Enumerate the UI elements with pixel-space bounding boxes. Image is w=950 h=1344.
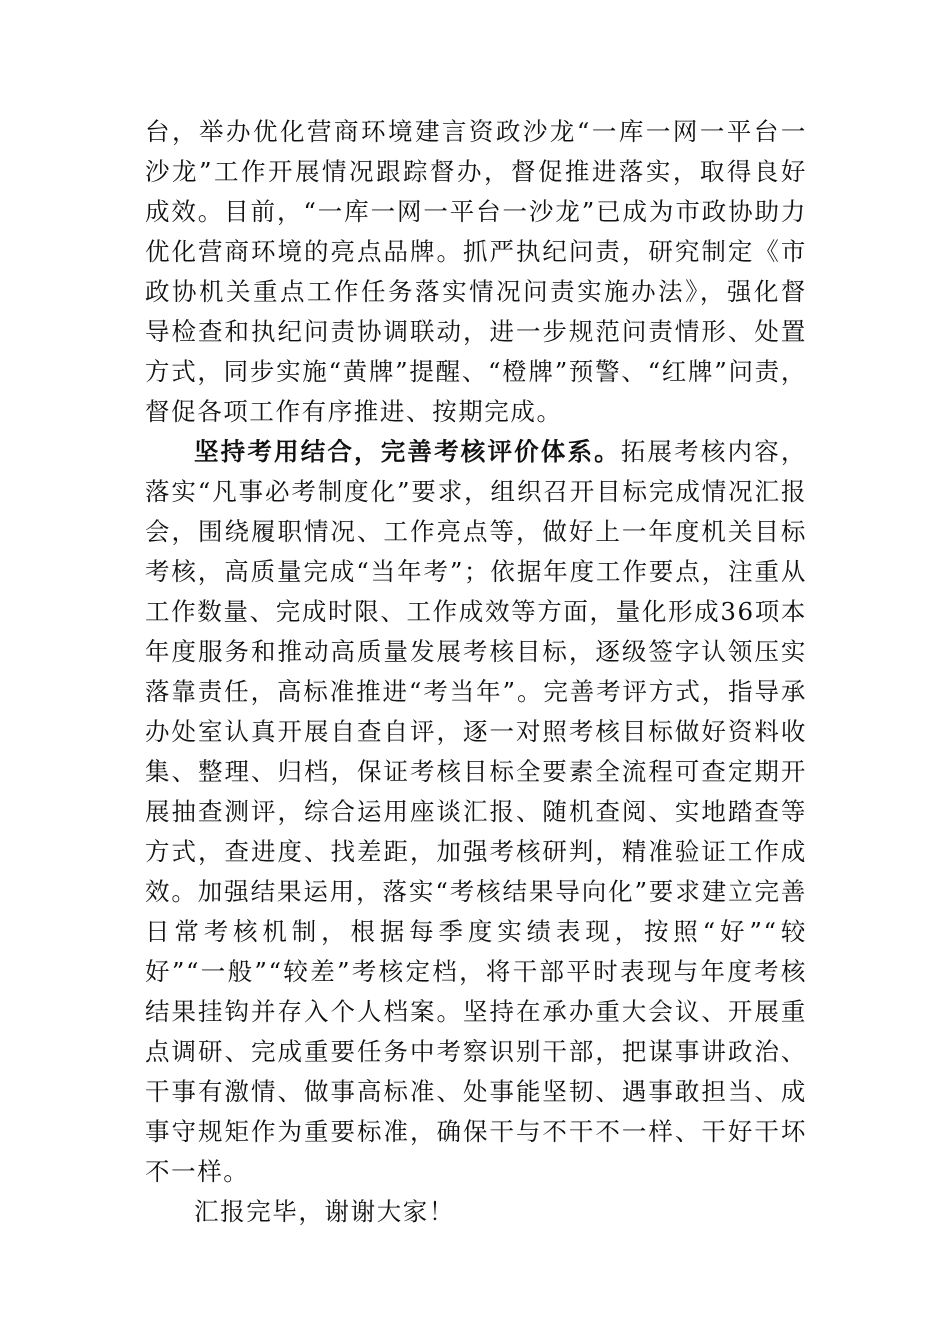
document-body — [145, 112, 807, 1232]
paragraph-text: 台，举办优化营商环境建言资政沙龙“一库一网一平台一沙龙”工作开展情况跟踪督办，督促推进落实，取得良好成效。目前，“一库一网一平台一沙龙”已成为市政协助力优化营商环境的亮点品牌。抓严执纪问责，研究制定《市政协机关重点工作任务落实情况问责实施办法》，强化督导检查和执纪问责协调联动，进一步规范问责情形、处置方式，同步实施“黄牌”提醒、“橙牌”预警、“红牌”问责，督促各项工作有序推进、按期完成。 — [145, 117, 807, 426]
paragraph-text: 拓展考核内容，落实“凡事必考制度化”要求，组织召开目标完成情况汇报会，围绕履职情况、工作亮点等，做好上一年度机关目标考核，高质量完成“当年考”；依据年度工作要点，注重从工作数量、完成时限、工作成效等方面，量化形成36项本年度服务和推动高质量发展考核目标，逐级签字认领压实落靠责任，高标准推进“考当年”。完善考评方式，指导承办处室认真开展自查自评，逐一对照考核目标做好资料收集、整理、归档，保证考核目标全要素全流程可查定期开展抽查测评，综合运用座谈汇报、随机查阅、实地踏查等方式，查进度、找差距，加强考核研判，精准验证工作成效。加强结果运用，落实“考核结果导向化”要求建立完善日常考核机制，根据每季度实绩表现，按照“好”“较好”“一般”“较差”考核定档，将干部平时表现与年度考核结果挂钩并存入个人档案。坚持在承办重大会议、开展重点调研、完成重要任务中考察识别干部，把谋事讲政治、干事有激情、做事高标准、处事能坚韧、遇事敢担当、成事守规矩作为重要标准，确保干与不干不一样、干好干坏不一样。 — [145, 437, 807, 1186]
paragraph-heading: 坚持考用结合，完善考核评价体系。 — [194, 437, 621, 466]
paragraph-accountability — [145, 112, 807, 432]
paragraph-assessment — [145, 432, 807, 1192]
closing-text: 汇报完毕，谢谢大家！ — [194, 1197, 455, 1226]
paragraph-closing — [145, 1192, 807, 1232]
